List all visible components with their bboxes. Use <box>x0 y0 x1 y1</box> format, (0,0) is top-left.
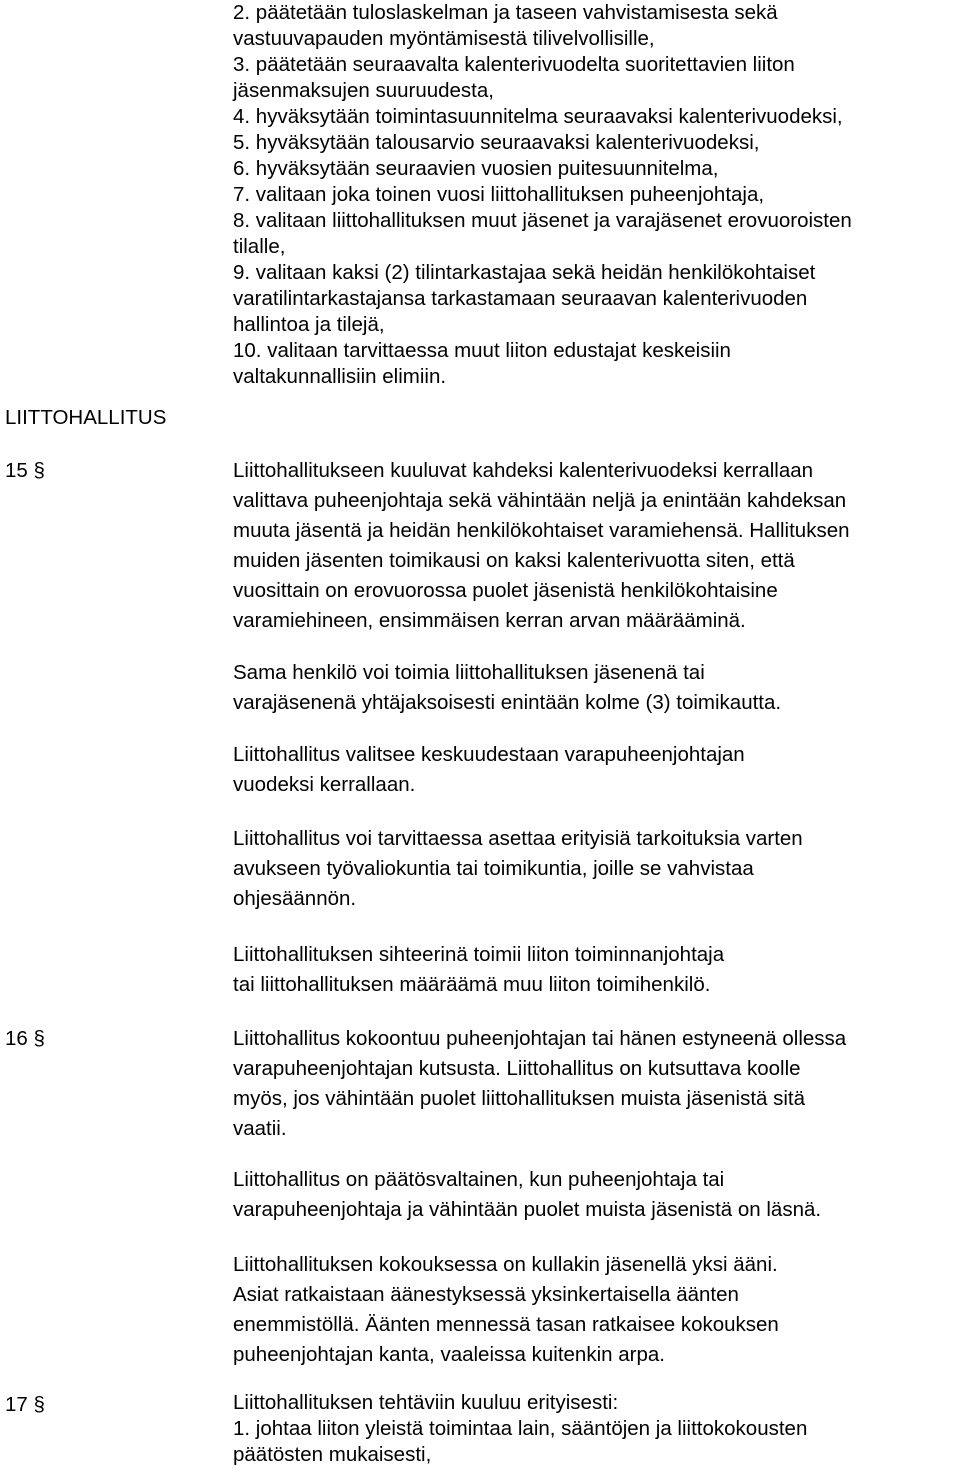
paragraph-line: muuta jäsentä ja heidän henkilökohtaiset varamiehensä. Hallituksen <box>233 519 850 542</box>
section-16-paragraph-3 <box>233 1250 960 1370</box>
list-item-10-line-1: 10. valitaan tarvittaessa muut liiton edustajat keskeisiin <box>233 339 731 362</box>
list-item-2-line-1: 2. päätetään tuloslaskelman ja taseen vahvistamisesta sekä <box>233 1 778 24</box>
paragraph-line: muiden jäsenten toimikausi on kaksi kalenterivuotta siten, että <box>233 549 795 572</box>
list-item-4: 4. hyväksytään toimintasuunnitelma seuraavaksi kalenterivuodeksi, <box>233 105 843 128</box>
paragraph-line: valittava puheenjohtaja sekä vähintään neljä ja enintään kahdeksan <box>233 489 847 512</box>
section-number-16: 16 § <box>5 1027 45 1050</box>
list-item-6: 6. hyväksytään seuraavien vuosien puitesuunnitelma, <box>233 157 719 180</box>
paragraph-line: varapuheenjohtaja ja vähintään puolet muista jäsenistä on läsnä. <box>233 1198 822 1221</box>
paragraph-line: ohjesäännön. <box>233 887 357 910</box>
paragraph-line: puheenjohtajan kanta, vaaleissa kuitenkin arpa. <box>233 1343 665 1366</box>
section-heading: LIITTOHALLITUS <box>5 406 167 429</box>
list-item-5: 5. hyväksytään talousarvio seuraavaksi kalenterivuodeksi, <box>233 131 760 154</box>
paragraph-line: Liittohallitus on päätösvaltainen, kun puheenjohtaja tai <box>233 1168 725 1191</box>
paragraph-line: myös, jos vähintään puolet liittohallituksen muista jäsenistä sitä <box>233 1087 806 1110</box>
decision-list <box>233 0 960 390</box>
paragraph-line: Liittohallituksen tehtäviin kuuluu erityisesti: <box>233 1391 619 1414</box>
list-item-2-line-2: vastuuvapauden myöntämisestä tilivelvollisille, <box>233 27 655 50</box>
paragraph-line: Liittohallituksen kokouksessa on kullakin jäsenellä yksi ääni. <box>233 1253 778 1276</box>
paragraph-line: tai liittohallituksen määräämä muu liiton toimihenkilö. <box>233 973 711 996</box>
list-item-10-line-2: valtakunnallisiin elimiin. <box>233 365 447 388</box>
paragraph-line: varamiehineen, ensimmäisen kerran arvan määrääminä. <box>233 609 746 632</box>
section-15-paragraph-2 <box>233 658 960 718</box>
section-number-17: 17 § <box>5 1393 45 1416</box>
section-17-paragraph-1 <box>233 1390 960 1468</box>
section-15-paragraph-5 <box>233 940 960 1000</box>
paragraph-line: Liittohallituksen sihteerinä toimii liiton toiminnanjohtaja <box>233 943 725 966</box>
list-item-8-line-1: 8. valitaan liittohallituksen muut jäsenet ja varajäsenet erovuoroisten <box>233 209 852 232</box>
paragraph-line: vaatii. <box>233 1117 287 1140</box>
paragraph-line: Liittohallitus kokoontuu puheenjohtajan tai hänen estyneenä ollessa <box>233 1027 847 1050</box>
list-item-9-line-1: 9. valitaan kaksi (2) tilintarkastajaa sekä heidän henkilökohtaiset <box>233 261 816 284</box>
paragraph-line: Liittohallitus valitsee keskuudestaan varapuheenjohtajan <box>233 743 745 766</box>
list-item-8-line-2: tilalle, <box>233 235 286 258</box>
paragraph-line: 1. johtaa liiton yleistä toimintaa lain, sääntöjen ja liittokokousten <box>233 1417 808 1440</box>
paragraph-line: Sama henkilö voi toimia liittohallituksen jäsenenä tai <box>233 661 705 684</box>
list-item-9-line-2: varatilintarkastajansa tarkastamaan seuraavan kalenterivuoden <box>233 287 808 310</box>
paragraph-line: Liittohallitus voi tarvittaessa asettaa erityisiä tarkoituksia varten <box>233 827 803 850</box>
section-16-paragraph-1 <box>233 1024 960 1144</box>
paragraph-line: varajäsenenä yhtäjaksoisesti enintään kolme (3) toimikautta. <box>233 691 782 714</box>
paragraph-line: avukseen työvaliokuntia tai toimikuntia, joille se vahvistaa <box>233 857 754 880</box>
paragraph-line: varapuheenjohtajan kutsusta. Liittohallitus on kutsuttava koolle <box>233 1057 801 1080</box>
paragraph-line: Liittohallitukseen kuuluvat kahdeksi kalenterivuodeksi kerrallaan <box>233 459 814 482</box>
paragraph-line: enemmistöllä. Äänten mennessä tasan ratkaisee kokouksen <box>233 1313 779 1336</box>
list-item-3-line-2: jäsenmaksujen suuruudesta, <box>233 79 494 102</box>
paragraph-line: vuosittain on erovuorossa puolet jäsenistä henkilökohtaisine <box>233 579 778 602</box>
section-16-paragraph-2 <box>233 1165 960 1225</box>
section-15-paragraph-3 <box>233 740 960 800</box>
section-15-paragraph-4 <box>233 824 960 914</box>
list-item-3-line-1: 3. päätetään seuraavalta kalenterivuodelta suoritettavien liiton <box>233 53 795 76</box>
section-15-paragraph-1 <box>233 456 960 636</box>
list-item-9-line-3: hallintoa ja tilejä, <box>233 313 385 336</box>
paragraph-line: vuodeksi kerrallaan. <box>233 773 416 796</box>
section-number-15: 15 § <box>5 459 45 482</box>
list-item-7: 7. valitaan joka toinen vuosi liittohallituksen puheenjohtaja, <box>233 183 765 206</box>
paragraph-line: Asiat ratkaistaan äänestyksessä yksinkertaisella äänten <box>233 1283 739 1306</box>
paragraph-line: päätösten mukaisesti, <box>233 1443 432 1466</box>
